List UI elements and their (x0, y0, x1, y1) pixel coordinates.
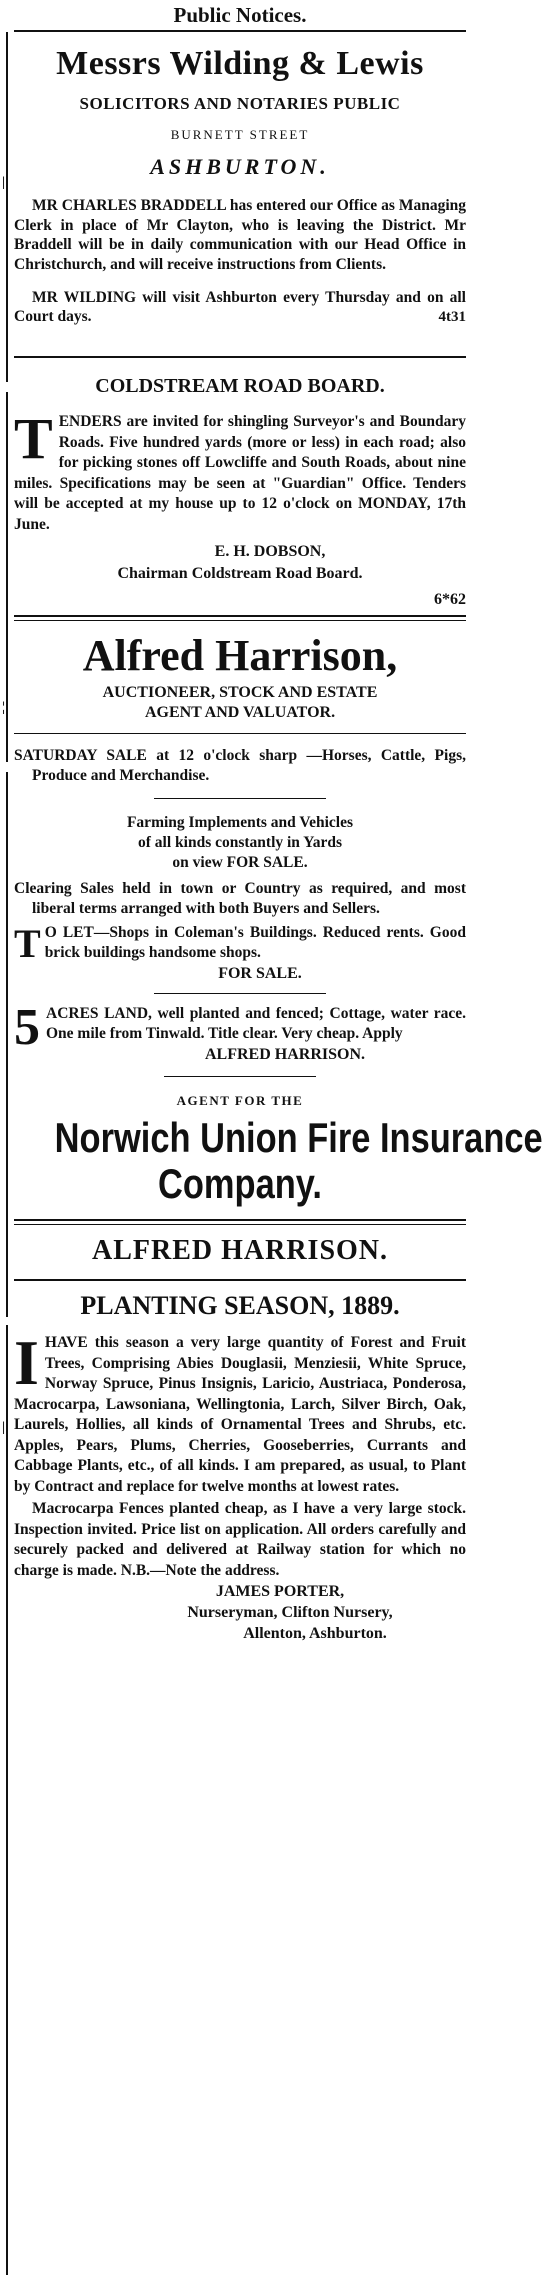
signer-line: Nurseryman, Clifton Nursery, (187, 1604, 393, 1621)
notice-title: PLANTING SEASON, 1889. (80, 1291, 400, 1320)
notice-paragraph: MR WILDING will visit Ashburton every Thursday and on all Court days. (14, 289, 466, 325)
for-sale-heading: FOR SALE. (218, 965, 302, 982)
firm-title: SOLICITORS AND NOTARIES PUBLIC (79, 94, 401, 113)
column-rule (6, 1325, 8, 2275)
column-rule (6, 772, 8, 1317)
firm-street: BURNETT STREET (170, 127, 310, 142)
auctioneer-title: AGENT AND VALUATOR. (144, 704, 336, 721)
insurer-name-line: Norwich Union Fire Insurance (54, 1114, 543, 1161)
notices-column (14, 0, 543, 1644)
farming-line: on view FOR SALE. (172, 854, 308, 871)
signer-name: E. H. DOBSON, (214, 543, 326, 560)
planting-notice (14, 1281, 466, 1644)
to-let-paragraph: O LET—Shops in Coleman's Buildings. Reduced rents. Good brick buildings handsome shops. (44, 924, 466, 961)
auctioneer-title: AUCTIONEER, STOCK AND ESTATE (102, 684, 378, 701)
agent-for-line: AGENT FOR THE (176, 1093, 304, 1108)
signer-line: Allenton, Ashburton. (243, 1625, 387, 1642)
to-let-block (14, 921, 466, 966)
firm-town: ASHBURTON. (150, 154, 330, 179)
clearing-paragraph: Clearing Sales held in town or Country as required, and most liberal terms arranged with both Buyers and Sellers. (14, 880, 466, 917)
ad-code: 4t31 (438, 309, 466, 325)
column-rule (6, 392, 8, 762)
harrison-notice (14, 621, 543, 1207)
column-rule (6, 32, 8, 382)
wilding-lewis-notice (14, 32, 466, 326)
acres-paragraph: ACRES LAND, well planted and fenced; Cottage, water race. One mile from Tinwald. Title clear. Very cheap. Apply (46, 1005, 466, 1042)
sale-paragraph: SATURDAY SALE at 12 o'clock sharp —Horses, Cattle, Pigs, Produce and Merchandise. (14, 747, 466, 784)
ad-code: 6*62 (434, 591, 466, 608)
divider (154, 993, 326, 994)
apply-name: ALFRED HARRISON. (204, 1046, 365, 1063)
firm-name: Messrs Wilding & Lewis (56, 45, 424, 82)
notice-body (14, 406, 466, 535)
scan-edge-mark: | (2, 1420, 6, 1435)
farming-line: Farming Implements and Vehicles (126, 814, 354, 831)
drop-cap: T (14, 921, 41, 966)
coldstream-notice (14, 358, 466, 611)
signer-name: JAMES PORTER, (215, 1583, 345, 1600)
divider (14, 1219, 466, 1225)
divider (164, 1076, 316, 1077)
section-header: Public Notices. (173, 3, 307, 27)
planting-paragraph: HAVE this season a very large quantity of Forest and Fruit Trees, Comprising Abies Douglasii, Menziesii, White Spruce, Norway Spruce, Pinus Insignis, Laricio, Austriaca, Ponderosa, Macrocarpa, Lawsoniana, Wellingtonia, Larch, Silver Birch, Oak, Laurels, Hollies, all kinds of Ornamental Trees and Shrubs, etc. Apples, Pears, Plums, Cherries, Gooseberries, Currants and Cabbage Plants, etc., of all kinds. I am prepared, as usual, to Plant by Contract and replace for twelve months at lowest rates. (14, 1334, 466, 1495)
drop-cap: T (14, 406, 53, 471)
harrison-footer: ALFRED HARRISON. (91, 1235, 389, 1266)
notice-paragraph: MR CHARLES BRADDELL has entered our Office as Managing Clerk in place of Mr Clayton, who is leaving the District. Mr Braddell will be in daily communication with our Head Office in Christchurch, and will receive instructions from Clients. (14, 197, 466, 273)
divider (154, 798, 326, 799)
farming-line: of all kinds constantly in Yards (138, 834, 342, 851)
notice-body (14, 1327, 466, 1497)
auctioneer-name: Alfred Harrison, (82, 631, 398, 680)
notice-paragraph: ENDERS are invited for shingling Surveyor's and Boundary Roads. Five hundred yards (more or less) in each road; also for picking stones off Lowcliffe and South Roads, about nine miles. Specifications may be seen at "Guardian" Office. Tenders will be accepted at my house up to 12 o'clock on MONDAY, 17th June. (14, 413, 466, 533)
insurer-name (14, 1114, 543, 1207)
drop-cap: 5 (14, 999, 40, 1056)
notice-title: COLDSTREAM ROAD BOARD. (95, 375, 385, 397)
divider (14, 733, 466, 734)
drop-cap: I (14, 1327, 39, 1398)
scan-edge-mark: | (2, 175, 6, 190)
macrocarpa-paragraph: Macrocarpa Fences planted cheap, as I have a very large stock. Inspection invited. Price list on application. All orders carefully and securely packed and delivered at Railway station for which no charge is made. N.B.—Note the address. (14, 1500, 466, 1579)
scan-edge-mark: ¦ (2, 700, 6, 715)
insurer-name-line: Company. (158, 1160, 322, 1207)
signer-title: Chairman Coldstream Road Board. (117, 565, 363, 582)
